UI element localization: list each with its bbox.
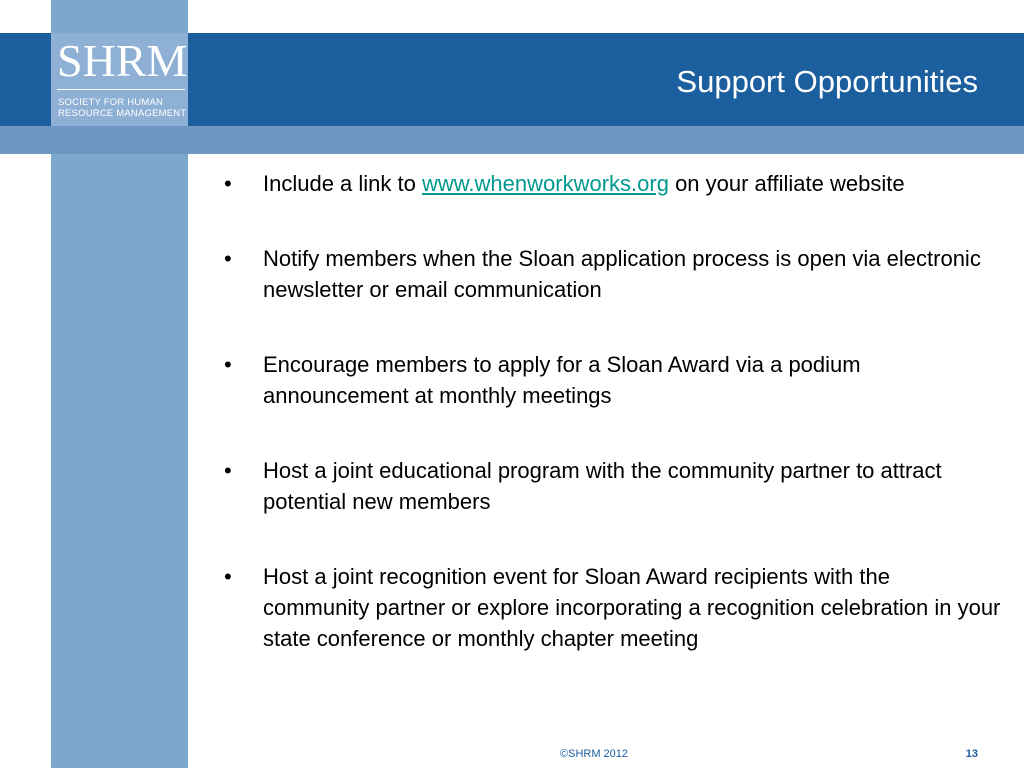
bullet-list bbox=[222, 168, 1002, 698]
page-number: 13 bbox=[965, 748, 978, 760]
logo-divider bbox=[57, 89, 185, 90]
bullet-text: on your affiliate website bbox=[668, 171, 905, 196]
registered-mark: ® bbox=[189, 33, 196, 43]
bullet-item bbox=[222, 168, 1002, 199]
slide-title: Support Opportunities bbox=[676, 64, 978, 99]
bullet-marker: • bbox=[224, 246, 232, 271]
bullet-item bbox=[222, 243, 1002, 305]
bullet-item bbox=[222, 455, 1002, 517]
logo-tagline-2: RESOURCE MANAGEMENT bbox=[58, 108, 187, 119]
bullet-marker: • bbox=[224, 171, 232, 196]
bullet-text: Host a joint educational program with the community partner to attract potential new members bbox=[263, 458, 942, 514]
bullet-marker: • bbox=[224, 458, 232, 483]
bullet-text: Host a joint recognition event for Sloan Award recipients with the community partner or explore incorporating a recognition celebration in your state conference or monthly chapter meeting bbox=[263, 564, 1001, 651]
bullet-text: Notify members when the Sloan application process is open via electronic newsletter or email communication bbox=[263, 246, 981, 302]
whenworkworks-link[interactable]: www.whenworkworks.org bbox=[421, 171, 669, 196]
bullet-text: Include a link to bbox=[263, 171, 422, 196]
header-sub-bar bbox=[0, 126, 1024, 154]
bullet-text: Encourage members to apply for a Sloan Award via a podium announcement at monthly meetings bbox=[263, 352, 861, 408]
footer-copyright: ©SHRM 2012 bbox=[560, 748, 629, 760]
bullet-item bbox=[222, 349, 1002, 411]
logo-tagline-1: SOCIETY FOR HUMAN bbox=[58, 97, 164, 108]
bullet-marker: • bbox=[224, 352, 232, 377]
logo-wordmark: SHRM bbox=[57, 35, 188, 86]
bullet-item bbox=[222, 561, 1002, 654]
bullet-marker: • bbox=[224, 564, 232, 589]
